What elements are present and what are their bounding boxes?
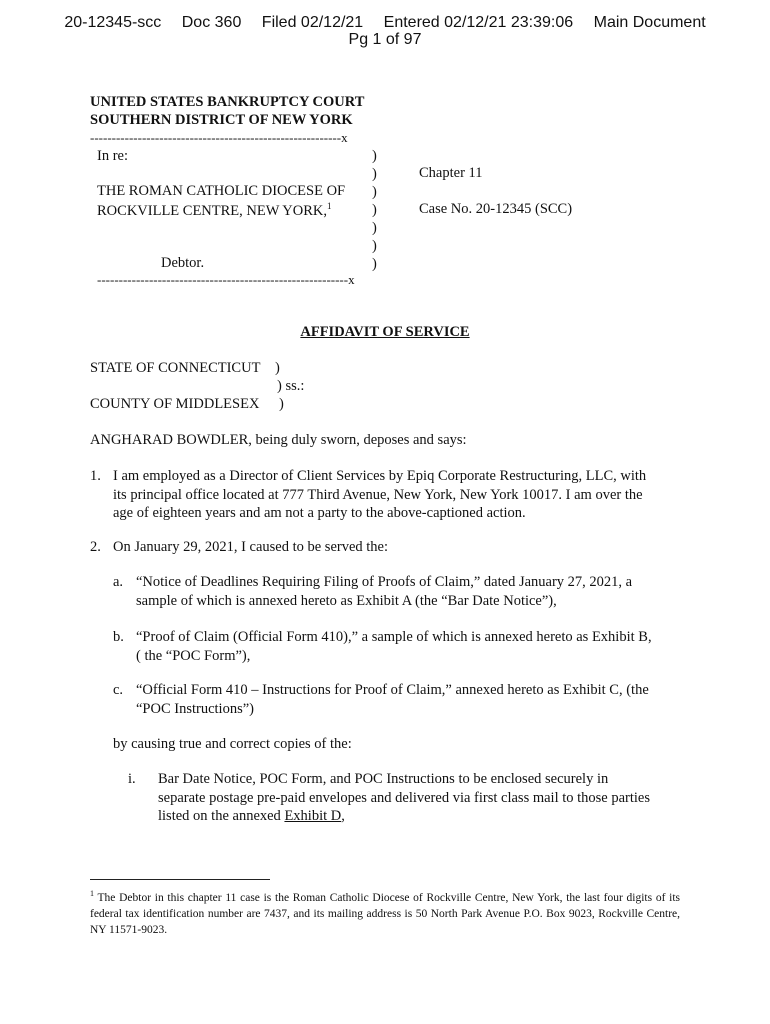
- subparagraph-line: sample of which is annexed hereto as Exhibit A (the “Bar Date Notice”),: [136, 592, 557, 609]
- debtor-name-line1: THE ROMAN CATHOLIC DIOCESE OF: [97, 183, 346, 199]
- subparagraph-line: “Notice of Deadlines Requiring Filing of Proofs of Claim,” dated January 27, 2021, a: [136, 574, 633, 590]
- paragraph-number: 1.: [90, 468, 101, 484]
- subparagraph-letter: c.: [113, 682, 124, 698]
- footnote: [90, 886, 680, 938]
- caption-paren: ): [372, 166, 377, 182]
- entered-date: Entered 02/12/21 23:39:06: [383, 14, 574, 31]
- doc-number: Doc 360: [181, 14, 242, 31]
- venue-state: STATE OF CONNECTICUT: [90, 360, 261, 376]
- subparagraph-line: ( the “POC Form”),: [136, 647, 251, 664]
- paragraph-line: I am employed as a Director of Client Services by Epiq Corporate Restructuring, LLC, with: [113, 468, 647, 484]
- caption-paren: ): [372, 238, 377, 254]
- case-number-label: Case No. 20-12345 (SCC): [419, 201, 573, 217]
- item-line: [158, 807, 650, 826]
- venue-paren: ): [275, 360, 280, 376]
- caption-paren: ): [372, 202, 377, 218]
- footnote-text: The Debtor in this chapter 11 case is the Roman Catholic Diocese of Rockville Centre, New York, the last four digits of its federal tax identification number are 7437, and its mailing address is 50 North Park Avenue P.O. Box 9023, Rockville Centre, NY 11571-9023.: [90, 891, 680, 936]
- by-causing-text: by causing true and correct copies of the:: [113, 736, 352, 752]
- paragraph-number: 2.: [90, 539, 101, 555]
- subparagraph-b: [136, 628, 652, 665]
- footnote-divider: [90, 879, 270, 880]
- filed-date: Filed 02/12/21: [261, 14, 364, 31]
- venue-county: COUNTY OF MIDDLESEX: [90, 396, 260, 412]
- caption-divider-bottom: ----------------------------------------------------------x: [97, 272, 355, 287]
- paragraph-2: [113, 538, 388, 557]
- item-i: [158, 770, 650, 826]
- footnote-reference: 1: [326, 201, 332, 211]
- item-line: separate postage pre-paid envelopes and delivered via first class mail to those parties: [158, 789, 651, 806]
- main-document-label: Main Document: [593, 14, 706, 31]
- caption-divider-top: ----------------------------------------------------------x: [90, 130, 348, 145]
- venue-ss: ) ss.:: [277, 378, 305, 394]
- paragraph-line: its principal office located at 777 Third Avenue, New York, New York 10017. I am over the: [113, 486, 643, 503]
- item-line-suffix: ,: [341, 808, 345, 824]
- affiant-intro: ANGHARAD BOWDLER, being duly sworn, deposes and says:: [90, 432, 467, 448]
- footnote-marker: 1: [90, 889, 94, 898]
- subparagraph-letter: a.: [113, 574, 124, 590]
- paragraph-1: [113, 467, 646, 523]
- venue-paren: ): [279, 396, 284, 412]
- document-title: AFFIDAVIT OF SERVICE: [300, 324, 470, 340]
- item-line: Bar Date Notice, POC Form, and POC Instructions to be enclosed securely in: [158, 771, 609, 787]
- caption-paren: ): [372, 184, 377, 200]
- caption-paren: ): [372, 256, 377, 272]
- paragraph-line: age of eighteen years and am not a party to the above-captioned action.: [113, 505, 526, 521]
- subparagraph-line: “Proof of Claim (Official Form 410),” a sample of which is annexed hereto as Exhibit B,: [136, 629, 652, 645]
- debtor-name-text: ROCKVILLE CENTRE, NEW YORK,: [97, 202, 327, 219]
- chapter-label: Chapter 11: [419, 165, 483, 181]
- subparagraph-line: “Official Form 410 – Instructions for Proof of Claim,” annexed hereto as Exhibit C, (the: [136, 682, 649, 698]
- subparagraph-a: [136, 573, 632, 610]
- caption-paren: ): [372, 148, 377, 164]
- in-re-label: In re:: [97, 148, 128, 164]
- item-line-prefix: listed on the annexed: [158, 808, 285, 824]
- debtor-label: Debtor.: [161, 255, 205, 271]
- debtor-name-line2: [97, 201, 331, 220]
- case-number: 20-12345-scc: [64, 14, 162, 31]
- exhibit-d-reference: Exhibit D: [284, 808, 342, 824]
- court-name: UNITED STATES BANKRUPTCY COURT: [90, 94, 365, 110]
- paragraph-line: On January 29, 2021, I caused to be served the:: [113, 539, 389, 555]
- page-indicator: Pg 1 of 97: [348, 31, 422, 48]
- ecf-header: [0, 14, 770, 32]
- subparagraph-line: “POC Instructions”): [136, 700, 254, 717]
- subparagraph-letter: b.: [113, 629, 124, 645]
- court-district: SOUTHERN DISTRICT OF NEW YORK: [90, 112, 353, 128]
- subparagraph-c: [136, 681, 649, 718]
- item-numeral: i.: [128, 771, 136, 787]
- caption-paren: ): [372, 220, 377, 236]
